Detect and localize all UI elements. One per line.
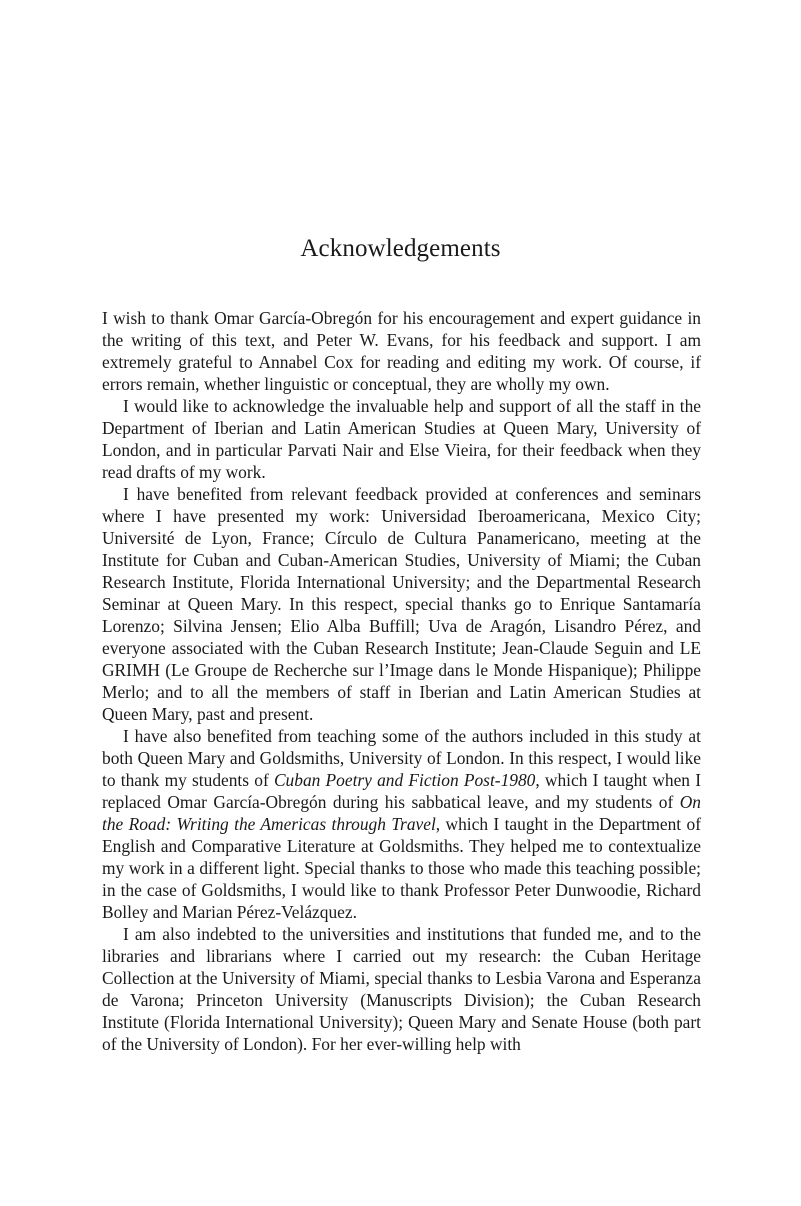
- paragraph-4: [102, 725, 701, 923]
- paragraph-text: I am also indebted to the universities and institutions that funded me, and to the libraries and librarians where I carried out my research: the Cuban Heritage Collection at the University of Miami, special thanks to Lesbia Varona and Esperanza de Varona; Princeton University (Manuscripts Division); the Cuban Research Institute (Florida International University); Queen Mary and Senate House (both part of the University of London). For her ever-willing help with: [102, 924, 701, 1054]
- paragraph-text: I have benefited from relevant feedback provided at conferences and seminars where I have presented my work: Universidad Iberoamericana, Mexico City; Université de Lyon, France; Círculo de Cultura Panamericano, meeting at the Institute for Cuban and Cuban-American Studies, University of Miami; the Cuban Research Institute, Florida International University; and the Departmental Research Seminar at Queen Mary. In this respect, special thanks go to Enrique Santamaría Lorenzo; Silvina Jensen; Elio Alba Buffill; Uva de Aragón, Lisandro Pérez, and everyone associated with the Cuban Research Institute; Jean-Claude Seguin and LE GRIMH (Le Groupe de Recherche sur l’Image dans le Monde Hispanique); Philippe Merlo; and to all the members of staff in Iberian and Latin American Studies at Queen Mary, past and present.: [102, 484, 701, 724]
- paragraph-text: I wish to thank Omar García-Obregón for his encouragement and expert guidance in the writing of this text, and Peter W. Evans, for his feedback and support. I am extremely grateful to Annabel Cox for reading and editing my work. Of course, if errors remain, whether linguistic or conceptual, they are wholly my own.: [102, 308, 701, 394]
- paragraph-text: I have also benefited from teaching some of the authors included in this study at both Queen Mary and Goldsmiths, University of London. In this respect, I would like to thank my students of: [102, 726, 701, 790]
- acknowledgements-body: [102, 307, 701, 1055]
- course-title: Cuban Poetry and Fiction Post-1980: [273, 770, 536, 790]
- course-title: On the Road: Writing the Americas through Travel: [102, 792, 701, 834]
- paragraph-1: [102, 307, 701, 395]
- paragraph-text: , which I taught in the Department of English and Comparative Literature at Goldsmiths. They helped me to contextualize my work in a different light. Special thanks to those who made this teaching possible; in the case of Goldsmiths, I would like to thank Professor Peter Dunwoodie, Richard Bolley and Marian Pérez-Velázquez.: [102, 814, 701, 922]
- page-title: Acknowledgements: [300, 235, 501, 262]
- paragraph-2: [102, 395, 701, 483]
- paragraph-5: [102, 923, 701, 1055]
- paragraph-text: , which I taught when I replaced Omar García-Obregón during his sabbatical leave, and my students of: [102, 770, 701, 812]
- paragraph-3: [102, 483, 701, 725]
- paragraph-text: I would like to acknowledge the invaluable help and support of all the staff in the Department of Iberian and Latin American Studies at Queen Mary, University of London, and in particular Parvati Nair and Else Vieira, for their feedback when they read drafts of my work.: [102, 396, 701, 482]
